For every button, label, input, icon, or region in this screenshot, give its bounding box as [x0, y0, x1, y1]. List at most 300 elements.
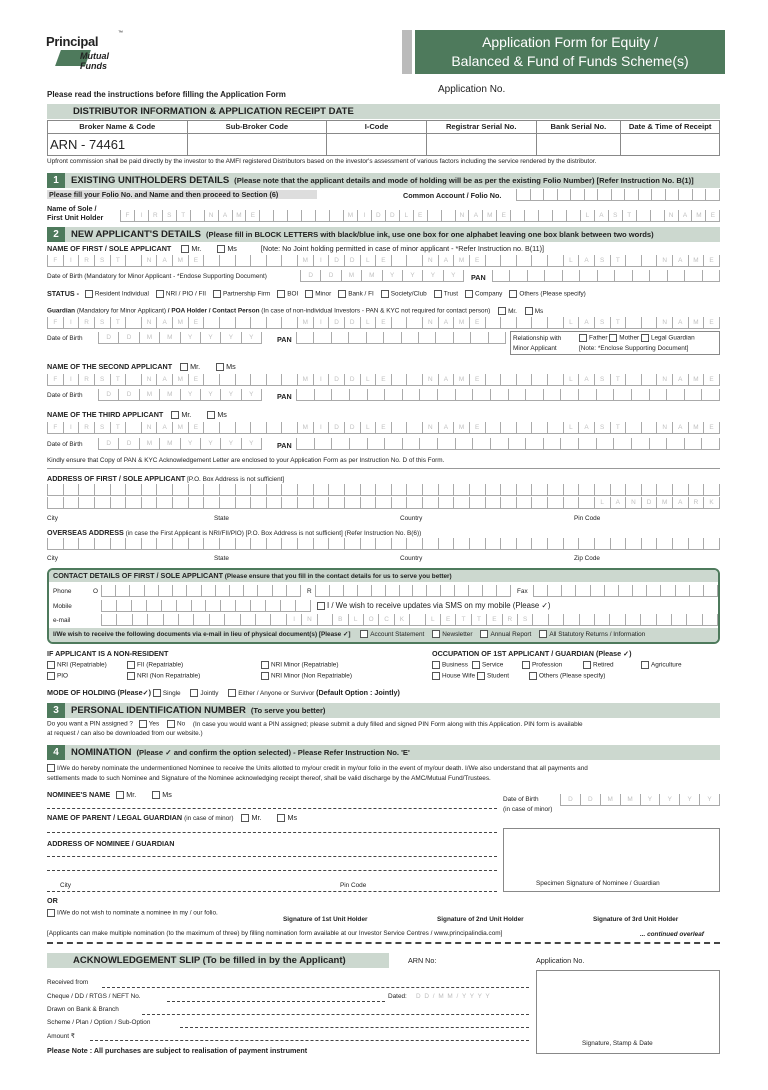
- grid-cell[interactable]: A: [438, 374, 454, 386]
- parent-ms-checkbox[interactable]: [277, 814, 285, 822]
- grid-cell[interactable]: [141, 484, 157, 496]
- grid-cell[interactable]: [235, 255, 251, 267]
- sub-broker-field[interactable]: [188, 133, 328, 155]
- email-grid[interactable]: [101, 614, 718, 626]
- grid-cell[interactable]: N: [141, 317, 157, 329]
- grid-cell[interactable]: [47, 497, 63, 509]
- grid-cell[interactable]: M: [172, 422, 188, 434]
- second-dob-grid[interactable]: [98, 389, 262, 401]
- grid-cell[interactable]: [391, 255, 407, 267]
- grid-cell[interactable]: Y: [640, 794, 660, 806]
- single-checkbox[interactable]: [153, 689, 161, 697]
- grid-cell[interactable]: L: [360, 317, 376, 329]
- grid-cell[interactable]: [531, 497, 547, 509]
- icode-field[interactable]: [327, 133, 427, 155]
- grid-cell[interactable]: T: [110, 317, 126, 329]
- grid-cell[interactable]: [156, 538, 172, 550]
- grid-cell[interactable]: T: [610, 317, 626, 329]
- grid-cell[interactable]: O: [363, 614, 378, 626]
- grid-cell[interactable]: [610, 484, 626, 496]
- grid-cell[interactable]: A: [438, 255, 454, 267]
- grid-cell[interactable]: [578, 538, 594, 550]
- grid-cell[interactable]: D: [385, 210, 399, 222]
- grid-cell[interactable]: R: [688, 497, 704, 509]
- grid-cell[interactable]: Y: [241, 389, 262, 401]
- grid-cell[interactable]: D: [118, 438, 138, 450]
- grid-cell[interactable]: D: [344, 422, 360, 434]
- grid-cell[interactable]: M: [453, 255, 469, 267]
- grid-cell[interactable]: [47, 484, 63, 496]
- grid-cell[interactable]: [250, 422, 266, 434]
- grid-cell[interactable]: [281, 497, 297, 509]
- grid-cell[interactable]: [625, 484, 641, 496]
- nominee-mr-checkbox[interactable]: [116, 791, 124, 799]
- grid-cell[interactable]: [391, 317, 407, 329]
- grid-cell[interactable]: A: [578, 255, 594, 267]
- grid-cell[interactable]: [453, 497, 469, 509]
- second-applicant-name-grid[interactable]: [47, 374, 720, 386]
- grid-cell[interactable]: [281, 422, 297, 434]
- grid-cell[interactable]: A: [672, 374, 688, 386]
- grid-cell[interactable]: K: [394, 614, 409, 626]
- occupation-1-checkbox[interactable]: [472, 661, 480, 669]
- grid-cell[interactable]: A: [218, 210, 232, 222]
- grid-cell[interactable]: [656, 538, 672, 550]
- date-format[interactable]: D D / M M / Y Y Y Y: [416, 993, 491, 1000]
- grid-cell[interactable]: I: [63, 422, 79, 434]
- grid-cell[interactable]: [406, 497, 422, 509]
- grid-cell[interactable]: [147, 614, 162, 626]
- father-checkbox[interactable]: [579, 334, 587, 342]
- second-ms-checkbox[interactable]: [216, 363, 224, 371]
- grid-cell[interactable]: [500, 497, 516, 509]
- grid-cell[interactable]: Y: [402, 270, 422, 282]
- grid-cell[interactable]: R: [148, 210, 162, 222]
- grid-cell[interactable]: [250, 497, 266, 509]
- grid-cell[interactable]: [250, 317, 266, 329]
- grid-cell[interactable]: [156, 497, 172, 509]
- grid-cell[interactable]: [485, 497, 501, 509]
- grid-cell[interactable]: [538, 210, 552, 222]
- grid-cell[interactable]: S: [594, 255, 610, 267]
- grid-cell[interactable]: N: [656, 422, 672, 434]
- grid-cell[interactable]: [516, 422, 532, 434]
- grid-cell[interactable]: [132, 614, 147, 626]
- grid-cell[interactable]: [578, 484, 594, 496]
- grid-cell[interactable]: E: [469, 422, 485, 434]
- grid-cell[interactable]: [235, 538, 251, 550]
- grid-cell[interactable]: M: [297, 255, 313, 267]
- grid-cell[interactable]: [110, 497, 126, 509]
- grid-cell[interactable]: Y: [443, 270, 464, 282]
- no-nominee-checkbox[interactable]: [47, 909, 55, 917]
- grid-cell[interactable]: [287, 210, 301, 222]
- grid-cell[interactable]: [344, 484, 360, 496]
- grid-cell[interactable]: K: [703, 497, 720, 509]
- grid-cell[interactable]: A: [672, 317, 688, 329]
- pin-yes-checkbox[interactable]: [139, 720, 147, 728]
- grid-cell[interactable]: Y: [180, 389, 200, 401]
- first-pan-grid[interactable]: [492, 270, 720, 282]
- email-doc-2-checkbox[interactable]: [480, 630, 488, 638]
- grid-cell[interactable]: R: [78, 422, 94, 434]
- grid-cell[interactable]: A: [678, 210, 692, 222]
- grid-cell[interactable]: [101, 614, 116, 626]
- either-checkbox[interactable]: [228, 689, 236, 697]
- grid-cell[interactable]: [188, 497, 204, 509]
- grid-cell[interactable]: [94, 484, 110, 496]
- grid-cell[interactable]: L: [348, 614, 363, 626]
- grid-cell[interactable]: [375, 538, 391, 550]
- grid-cell[interactable]: A: [468, 210, 482, 222]
- grid-cell[interactable]: [438, 538, 454, 550]
- grid-cell[interactable]: [301, 210, 315, 222]
- grid-cell[interactable]: [641, 484, 657, 496]
- grid-cell[interactable]: M: [172, 317, 188, 329]
- grid-cell[interactable]: [688, 538, 704, 550]
- status-5-checkbox[interactable]: [338, 290, 346, 298]
- email-doc-0-checkbox[interactable]: [360, 630, 368, 638]
- grid-cell[interactable]: [235, 484, 251, 496]
- grid-cell[interactable]: [266, 374, 282, 386]
- third-applicant-name-grid[interactable]: [47, 422, 720, 434]
- grid-cell[interactable]: [250, 255, 266, 267]
- grid-cell[interactable]: [313, 484, 329, 496]
- grid-cell[interactable]: [78, 538, 94, 550]
- grid-cell[interactable]: A: [672, 422, 688, 434]
- grid-cell[interactable]: [240, 614, 255, 626]
- grid-cell[interactable]: Y: [180, 438, 200, 450]
- grid-cell[interactable]: [110, 538, 126, 550]
- grid-cell[interactable]: F: [47, 422, 63, 434]
- status-7-checkbox[interactable]: [434, 290, 442, 298]
- cheque-line[interactable]: [167, 1001, 385, 1002]
- grid-cell[interactable]: A: [156, 422, 172, 434]
- grid-cell[interactable]: A: [578, 317, 594, 329]
- occupation-3-checkbox[interactable]: [583, 661, 591, 669]
- grid-cell[interactable]: L: [594, 497, 610, 509]
- status-9-checkbox[interactable]: [509, 290, 517, 298]
- grid-cell[interactable]: N: [301, 614, 316, 626]
- nri-1-checkbox[interactable]: [127, 661, 135, 669]
- grid-cell[interactable]: S: [594, 374, 610, 386]
- grid-cell[interactable]: [406, 484, 422, 496]
- nri-2-checkbox[interactable]: [261, 661, 269, 669]
- grid-cell[interactable]: E: [188, 255, 204, 267]
- grid-cell[interactable]: M: [453, 317, 469, 329]
- grid-cell[interactable]: N: [625, 497, 641, 509]
- nominee-dob-grid[interactable]: [560, 794, 720, 806]
- grid-cell[interactable]: S: [94, 317, 110, 329]
- nominate-checkbox[interactable]: [47, 764, 55, 772]
- grid-cell[interactable]: [594, 484, 610, 496]
- grid-cell[interactable]: D: [560, 794, 580, 806]
- overseas-address-line[interactable]: [47, 538, 720, 550]
- grid-cell[interactable]: R: [78, 374, 94, 386]
- grid-cell[interactable]: [485, 484, 501, 496]
- status-8-checkbox[interactable]: [465, 290, 473, 298]
- grid-cell[interactable]: [219, 538, 235, 550]
- grid-cell[interactable]: [516, 538, 532, 550]
- grid-cell[interactable]: [125, 484, 141, 496]
- grid-cell[interactable]: [672, 484, 688, 496]
- grid-cell[interactable]: [188, 538, 204, 550]
- grid-cell[interactable]: [656, 484, 672, 496]
- grid-cell[interactable]: [510, 210, 524, 222]
- grid-cell[interactable]: E: [486, 614, 501, 626]
- status-4-checkbox[interactable]: [305, 290, 313, 298]
- grid-cell[interactable]: Y: [679, 794, 699, 806]
- grid-cell[interactable]: [391, 538, 407, 550]
- grid-cell[interactable]: F: [120, 210, 134, 222]
- grid-cell[interactable]: N: [656, 374, 672, 386]
- folio-grid[interactable]: [516, 189, 720, 201]
- grid-cell[interactable]: [500, 538, 516, 550]
- grid-cell[interactable]: M: [232, 210, 246, 222]
- occupation-0-checkbox[interactable]: [432, 661, 440, 669]
- grid-cell[interactable]: E: [375, 374, 391, 386]
- grid-cell[interactable]: Y: [220, 332, 240, 344]
- grid-cell[interactable]: [516, 484, 532, 496]
- phone-office-grid[interactable]: [101, 585, 301, 597]
- grid-cell[interactable]: S: [162, 210, 176, 222]
- grid-cell[interactable]: [548, 614, 563, 626]
- grid-cell[interactable]: [636, 210, 650, 222]
- grid-cell[interactable]: M: [172, 374, 188, 386]
- grid-cell[interactable]: [406, 317, 422, 329]
- grid-cell[interactable]: [422, 538, 438, 550]
- second-pan-grid[interactable]: [296, 389, 720, 401]
- third-mr-checkbox[interactable]: [171, 411, 179, 419]
- occupation-4-checkbox[interactable]: [641, 661, 649, 669]
- grid-cell[interactable]: I: [313, 255, 329, 267]
- grid-cell[interactable]: L: [580, 210, 594, 222]
- grid-cell[interactable]: [391, 497, 407, 509]
- grid-cell[interactable]: [172, 538, 188, 550]
- grid-cell[interactable]: [563, 484, 579, 496]
- grid-cell[interactable]: [270, 614, 285, 626]
- grid-cell[interactable]: M: [159, 389, 179, 401]
- grid-cell[interactable]: F: [47, 374, 63, 386]
- grid-cell[interactable]: E: [245, 210, 259, 222]
- grid-cell[interactable]: D: [328, 422, 344, 434]
- grid-cell[interactable]: N: [422, 422, 438, 434]
- guardian-mr-checkbox[interactable]: [498, 307, 506, 315]
- grid-cell[interactable]: [250, 374, 266, 386]
- grid-cell[interactable]: S: [517, 614, 532, 626]
- grid-cell[interactable]: [500, 317, 516, 329]
- grid-cell[interactable]: S: [94, 422, 110, 434]
- grid-cell[interactable]: M: [620, 794, 640, 806]
- grid-cell[interactable]: L: [425, 614, 440, 626]
- grid-cell[interactable]: M: [341, 270, 361, 282]
- grid-cell[interactable]: [641, 538, 657, 550]
- grid-cell[interactable]: [524, 210, 538, 222]
- grid-cell[interactable]: Y: [241, 438, 262, 450]
- grid-cell[interactable]: [688, 484, 704, 496]
- grid-cell[interactable]: [469, 538, 485, 550]
- grid-cell[interactable]: [255, 614, 270, 626]
- grid-cell[interactable]: D: [300, 270, 320, 282]
- grid-cell[interactable]: [625, 538, 641, 550]
- grid-cell[interactable]: [116, 614, 131, 626]
- grid-cell[interactable]: [360, 497, 376, 509]
- grid-cell[interactable]: [516, 317, 532, 329]
- grid-cell[interactable]: B: [332, 614, 347, 626]
- grid-cell[interactable]: I: [313, 422, 329, 434]
- grid-cell[interactable]: [94, 538, 110, 550]
- grid-cell[interactable]: [578, 497, 594, 509]
- grid-cell[interactable]: [422, 484, 438, 496]
- grid-cell[interactable]: N: [422, 255, 438, 267]
- grid-cell[interactable]: [125, 422, 141, 434]
- grid-cell[interactable]: [63, 497, 79, 509]
- grid-cell[interactable]: [281, 374, 297, 386]
- grid-cell[interactable]: L: [360, 255, 376, 267]
- grid-cell[interactable]: Y: [699, 794, 720, 806]
- grid-cell[interactable]: A: [578, 374, 594, 386]
- grid-cell[interactable]: [328, 497, 344, 509]
- grid-cell[interactable]: [500, 484, 516, 496]
- grid-cell[interactable]: [297, 484, 313, 496]
- grid-cell[interactable]: D: [371, 210, 385, 222]
- grid-cell[interactable]: M: [139, 332, 159, 344]
- grid-cell[interactable]: N: [204, 210, 218, 222]
- status-0-checkbox[interactable]: [85, 290, 93, 298]
- grid-cell[interactable]: [594, 614, 609, 626]
- grid-cell[interactable]: [686, 614, 701, 626]
- grid-cell[interactable]: [406, 422, 422, 434]
- grid-cell[interactable]: [391, 484, 407, 496]
- grid-cell[interactable]: I: [63, 374, 79, 386]
- grid-cell[interactable]: A: [594, 210, 608, 222]
- fax-grid[interactable]: [533, 585, 718, 597]
- grid-cell[interactable]: [203, 484, 219, 496]
- grid-cell[interactable]: Y: [659, 794, 679, 806]
- grid-cell[interactable]: D: [98, 438, 118, 450]
- grid-cell[interactable]: E: [413, 210, 427, 222]
- grid-cell[interactable]: L: [563, 374, 579, 386]
- grid-cell[interactable]: I: [357, 210, 371, 222]
- grid-cell[interactable]: [552, 210, 566, 222]
- grid-cell[interactable]: E: [469, 255, 485, 267]
- pin-no-checkbox[interactable]: [167, 720, 175, 728]
- grid-cell[interactable]: [235, 317, 251, 329]
- grid-cell[interactable]: [78, 497, 94, 509]
- grid-cell[interactable]: Y: [220, 438, 240, 450]
- grid-cell[interactable]: [250, 538, 266, 550]
- grid-cell[interactable]: E: [703, 255, 720, 267]
- grid-cell[interactable]: [297, 497, 313, 509]
- grid-cell[interactable]: [672, 538, 688, 550]
- grid-cell[interactable]: [94, 497, 110, 509]
- grid-cell[interactable]: Y: [200, 389, 220, 401]
- grid-cell[interactable]: D: [344, 317, 360, 329]
- nri-4-checkbox[interactable]: [127, 672, 135, 680]
- grid-cell[interactable]: S: [594, 422, 610, 434]
- grid-cell[interactable]: [438, 484, 454, 496]
- grid-cell[interactable]: A: [438, 317, 454, 329]
- grid-cell[interactable]: [313, 497, 329, 509]
- grid-cell[interactable]: D: [328, 374, 344, 386]
- grid-cell[interactable]: [266, 422, 282, 434]
- grid-cell[interactable]: [190, 210, 204, 222]
- grid-cell[interactable]: N: [141, 422, 157, 434]
- grid-cell[interactable]: [485, 255, 501, 267]
- grid-cell[interactable]: [219, 317, 235, 329]
- grid-cell[interactable]: [547, 422, 563, 434]
- grid-cell[interactable]: [172, 484, 188, 496]
- grid-cell[interactable]: D: [580, 794, 600, 806]
- grid-cell[interactable]: [297, 538, 313, 550]
- sms-checkbox[interactable]: [317, 602, 325, 610]
- grid-cell[interactable]: [172, 497, 188, 509]
- grid-cell[interactable]: [344, 538, 360, 550]
- grid-cell[interactable]: [671, 614, 686, 626]
- sole-holder-name-grid[interactable]: [120, 210, 720, 222]
- grid-cell[interactable]: [224, 614, 239, 626]
- grid-cell[interactable]: L: [563, 422, 579, 434]
- grid-cell[interactable]: D: [98, 389, 118, 401]
- grid-cell[interactable]: E: [469, 317, 485, 329]
- grid-cell[interactable]: [63, 538, 79, 550]
- grid-cell[interactable]: [219, 422, 235, 434]
- grid-cell[interactable]: [516, 497, 532, 509]
- grid-cell[interactable]: D: [641, 497, 657, 509]
- grid-cell[interactable]: [281, 484, 297, 496]
- grid-cell[interactable]: [344, 497, 360, 509]
- grid-cell[interactable]: T: [622, 210, 636, 222]
- grid-cell[interactable]: [656, 614, 671, 626]
- grid-cell[interactable]: A: [610, 497, 626, 509]
- grid-cell[interactable]: D: [320, 270, 340, 282]
- grid-cell[interactable]: I: [134, 210, 148, 222]
- grid-cell[interactable]: [500, 255, 516, 267]
- grid-cell[interactable]: [125, 497, 141, 509]
- third-dob-grid[interactable]: [98, 438, 262, 450]
- grid-cell[interactable]: [266, 484, 282, 496]
- grid-cell[interactable]: A: [578, 422, 594, 434]
- grid-cell[interactable]: M: [453, 374, 469, 386]
- grid-cell[interactable]: M: [482, 210, 496, 222]
- grid-cell[interactable]: T: [176, 210, 190, 222]
- grid-cell[interactable]: [141, 497, 157, 509]
- grid-cell[interactable]: [532, 614, 547, 626]
- grid-cell[interactable]: [125, 255, 141, 267]
- first-applicant-name-grid[interactable]: [47, 255, 720, 267]
- grid-cell[interactable]: F: [47, 317, 63, 329]
- second-mr-checkbox[interactable]: [180, 363, 188, 371]
- grid-cell[interactable]: [531, 484, 547, 496]
- grid-cell[interactable]: Y: [382, 270, 402, 282]
- grid-cell[interactable]: [266, 497, 282, 509]
- grid-cell[interactable]: E: [469, 374, 485, 386]
- grid-cell[interactable]: C: [378, 614, 393, 626]
- grid-cell[interactable]: [78, 484, 94, 496]
- mobile-grid[interactable]: [101, 600, 311, 612]
- grid-cell[interactable]: [531, 317, 547, 329]
- nominee-name-line[interactable]: [47, 808, 497, 809]
- grid-cell[interactable]: M: [159, 438, 179, 450]
- grid-cell[interactable]: A: [672, 255, 688, 267]
- grid-cell[interactable]: [547, 317, 563, 329]
- grid-cell[interactable]: [625, 374, 641, 386]
- grid-cell[interactable]: T: [610, 255, 626, 267]
- grid-cell[interactable]: E: [496, 210, 510, 222]
- grid-cell[interactable]: T: [110, 255, 126, 267]
- grid-cell[interactable]: [441, 210, 455, 222]
- grid-cell[interactable]: S: [608, 210, 622, 222]
